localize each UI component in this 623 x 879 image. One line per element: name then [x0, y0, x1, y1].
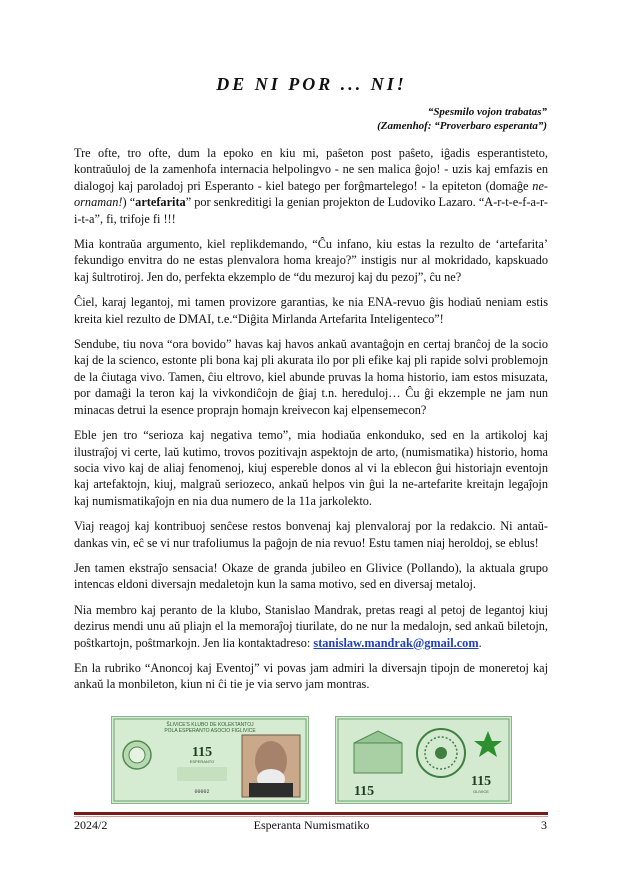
banknote-back-image	[335, 716, 512, 804]
footer-rule-thin	[74, 816, 548, 817]
motto-quote: “Spesmilo vojon trabatas”	[427, 106, 547, 118]
page-title: DE NI POR ... NI!	[216, 74, 407, 94]
banknote-front-inscription	[177, 767, 227, 781]
paragraph-9: En la rubriko “Anoncoj kaj Eventoj” vi povas jam admiri la diversajn tipojn de moneretoj kaj ankaŭ la monbileton, kiun ni ĉi tie je via servo jam montras.	[74, 660, 548, 692]
banknote-front-serial: 00002	[194, 789, 210, 795]
paragraph-8-text: Nia membro kaj peranto de la klubo, Stanislao Mandrak, pretas reagi al petoj de legantoj kiuj dezirus mendi unu aŭ pliajn el la memoraĵoj tiurilate, do ne nur la medalojn, sed ankaŭ biletojn, poŝtkartojn, poŝtmarkojn. Jen lia kontaktadreso:	[74, 602, 548, 650]
paragraph-8	[74, 602, 548, 651]
banknote-back-value-left: 115	[353, 784, 375, 799]
banknote-seal-inner	[129, 747, 145, 763]
banknote-building	[354, 743, 402, 773]
banknote-portrait-coat	[249, 783, 293, 797]
paragraph-5: Eble jen tro “serioza kaj negativa temo”, mia hodiaŭa enkonduko, sed en la artikoloj kaj ilustraĵoj vi certe, laŭ kutimo, trovos pozitivajn aspektojn de arto, (numismatika) historio, homa socia vivo kaj de aliaj fenomenoj, kiuj espereble donos al vi la eblecon ĝui historiajn eventojn kaj artefaktojn, kiuj, malgraŭ seriozeco, ankaŭ helpos vin ĝui la ne-artefarite kreitajn legaĵojn kaj numismatikaĵojn en nia dua numero de la 11a jarkolekto.	[74, 428, 548, 508]
banknote-front-graphic	[112, 717, 308, 803]
banknote-front-image	[111, 716, 309, 804]
email-link[interactable]: stanislaw.mandrak@gmail.com	[313, 635, 479, 650]
motto-source: (Zamenhof: “Proverbaro esperanta”)	[377, 120, 547, 132]
footer-rule	[74, 812, 548, 815]
banknote-front-unit: ESPERANTO	[189, 759, 215, 764]
paragraph-2: Mia kontraŭa argumento, kiel replikdemando, “Ĉu infano, kiu estas la rezulto de ‘artefarita’ fekundigo envitra do ne estas plenvalora homa kreajo?” instigis nur al mokridado, kapskuado kaj ŝultrotiroj. Jen do, perfekta ekzemplo de “du mezuroj kaj du pezoj”, ĉu ne?	[74, 237, 548, 284]
paragraph-8-end: .	[478, 635, 482, 650]
banknote-front-header1: ŜLIVICE'S KLUBO DE KOLEKTANTOJ	[166, 722, 254, 728]
footer-journal: Esperanta Numismatiko	[253, 818, 370, 832]
banknote-rosette-center	[435, 747, 447, 759]
banknote-back-unit: GLIVICE	[473, 789, 489, 794]
banknote-front-header2: POLA ESPERANTO ASOCIO FIGLIVICE	[164, 728, 256, 734]
paragraph-7: Jen tamen ekstraĵo sensacia! Okaze de granda jubileo en Glivice (Pollando), la aktuala grupo intencas eldoni diversajn medaletojn kun la sama motivo, sed en diversaj metaloj.	[74, 560, 548, 592]
footer-page-number: 3	[541, 818, 547, 832]
motto	[377, 105, 547, 133]
paragraph-4: Sendube, tiu nova “ora bovido” havas kaj havos ankaŭ avantaĝojn en certaj branĉoj de la socio kaj de la scienco, estonte pli bona kaj pli akurata ilo por pli efike kaj pli rapide solvi problemojn de la ĉiutaga vivo. Tamen, ĉiu eltrovo, kiel abunde pruvas la homa historio, iam estos misuzata, por damaĝi la teron kaj la vivkondiĉojn de ĝiaj t.n. hereduloj… Ĉu ĝi ekzemple ne jam nun minacas detrui la esence proprajn homajn kreivecon kaj elpensemecon?	[74, 337, 548, 417]
paragraph-1-text-c: ” por senkreditigi la genian projekton de Ludoviko Lazaro. “A-r-t-e-f-a-r-i-t-a”, fi, trifoje fi !!!	[74, 195, 548, 226]
paragraph-3: Ĉiel, karaj legantoj, mi tamen provizore garantias, ke nia ENA-revuo ĝis hodiaŭ neniam estis kreita kiel rezulto de DMAI, t.e.“Diĝita Mirlanda Artefarita Inteligenteco”!	[74, 295, 548, 326]
paragraph-1-text-b: ) “	[122, 195, 136, 210]
paragraph-1-bold: artefarita	[135, 195, 186, 210]
paragraph-1-text-a: Tre ofte, tro ofte, dum la epoko en kiu mi, paŝeton post paŝeto, iĝadis esperantisteto, kontraŭuloj de la zamenhofa internacia helpolingvo - ne sen malica ĝojo! - uzis kaj emfazis en dialogoj kaj paroladoj pri Esperanto - kiel batego per forĝmartelego! - la epiteton (domaĝe	[74, 146, 548, 193]
paragraph-1	[74, 145, 548, 227]
article-body	[74, 145, 548, 702]
paragraph-1-italic: ne-ornaman!	[74, 178, 548, 210]
footer-issue: 2024/2	[74, 818, 108, 832]
paragraph-6: Viaj reagoj kaj kontribuoj senĉese restos bonvenaj kaj plenvaloraj por la redakcio. Ni antaŭ-dankas vin, eĉ se vi nur trafoliumus la paĝojn de nia revuo! Estu tamen niaj heroldoj, se eblus!	[74, 519, 548, 550]
banknote-back-graphic	[336, 717, 511, 803]
banknote-front-value: 115	[191, 745, 213, 760]
banknote-back-value-right: 115	[470, 774, 492, 789]
